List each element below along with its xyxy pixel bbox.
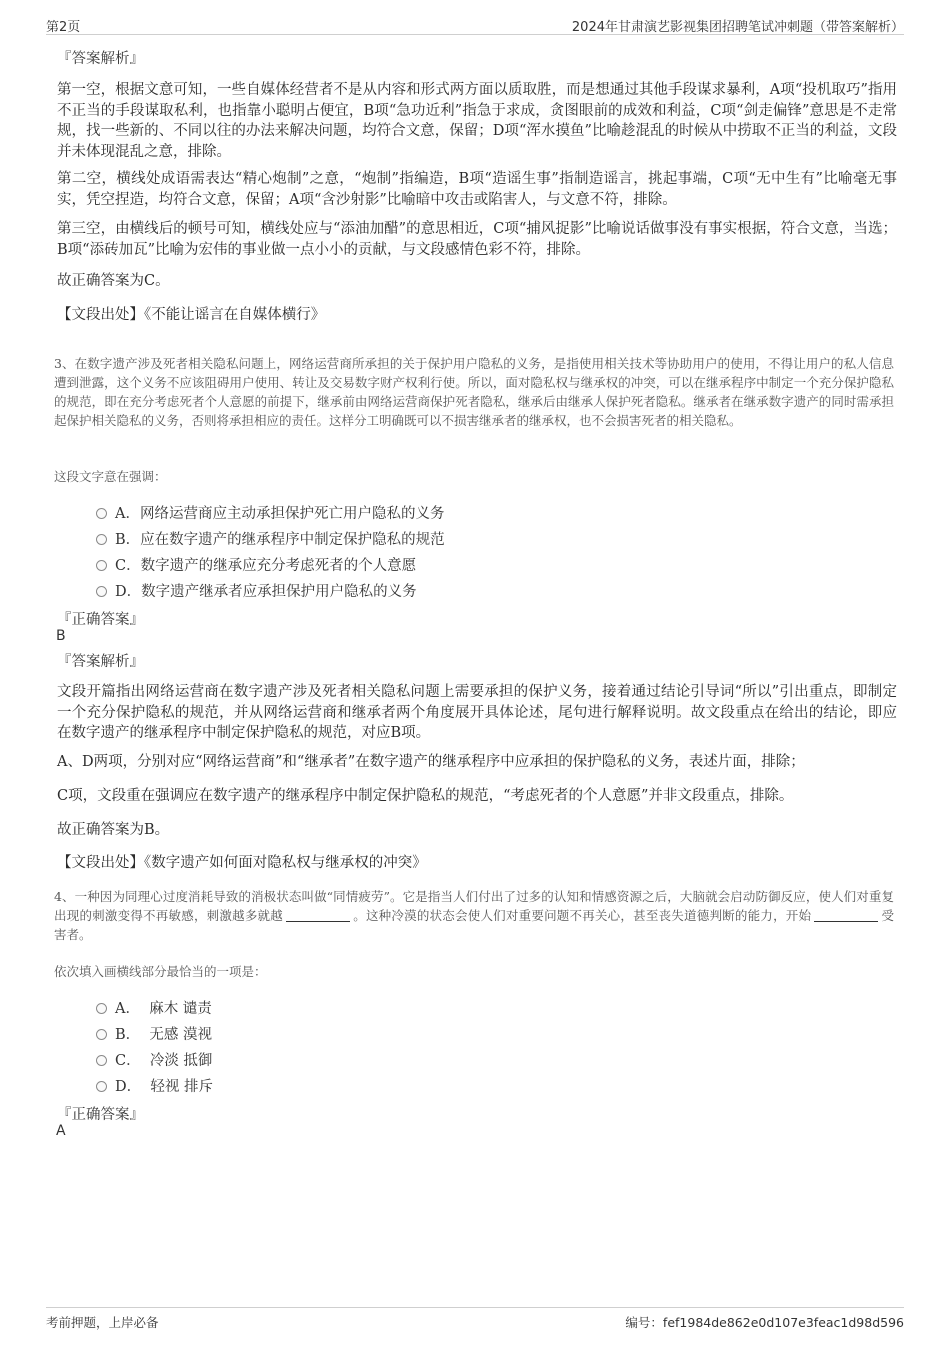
q2-analysis-p3: 第三空，由横线后的顿号可知，横线处应与“添油加醋”的意思相近，C项“捕风捉影”比喻说话做事没有事实根据，符合文意，当选；B项“添砖加瓦”比喻为宏伟的事业做一点小小的贡献，与文段感情色彩不符，排除。 (57, 221, 897, 258)
q3-option-c[interactable]: C．数字遗产的继承应充分考虑死者的个人意愿 (96, 554, 416, 575)
radio-icon[interactable] (96, 508, 107, 519)
q3-analysis-p2: A、D两项，分别对应“网络运营商”和“继承者”在数字遗产的继承程序中应承担的保护隐私的义务，表述片面，排除； (57, 754, 805, 770)
q3-question-text: 3、在数字遗产涉及死者相关隐私问题上，网络运营商所承担的关于保护用户隐私的义务，是指使用相关技术等协助用户的使用，不得让用户的私人信息遭到泄露，这个义务不应该阻碍用户使用、转让及交易数字财产权利行使。所以，面对隐私权与继承权的冲突，可以在继承程序中制定一个充分保护隐私的规范，即在充分考虑死者个人意愿的前提下，继承前由网络运营商保护死者隐私，继承后由继承人保护死者隐私。继承者在继承数字遗产的同时需承担起保护相关隐私的义务，否则将承担相应的责任。这样分工明确既可以不损害继承者的继承权，也不会损害死者的相关隐私。 (54, 356, 894, 428)
q3-option-d[interactable]: D．数字遗产继承者应承担保护用户隐私的义务 (96, 580, 417, 601)
footer-slogan: 考前押题，上岸必备 (46, 1315, 159, 1330)
q3-option-a[interactable]: A．网络运营商应主动承担保护死亡用户隐私的义务 (96, 502, 444, 523)
q2-conclusion: 故正确答案为C。 (57, 273, 170, 289)
document-title: 2024年甘肃演艺影视集团招聘笔试冲刺题（带答案解析） (571, 20, 904, 35)
page-number: 第2页 (46, 20, 81, 35)
q2-analysis-p1: 第一空，根据文意可知，一些自媒体经营者不是从内容和形式两方面以质取胜，而是想通过其他手段谋求暴利，A项“投机取巧”指用不正当的手段谋取私利，也指靠小聪明占便宜，B项“急功近利”指急于求成，贪图眼前的成效和利益，C项“剑走偏锋”意思是不走常规，找一些新的、不同以往的办法来解决问题，均符合文意，保留；D项“浑水摸鱼”比喻趁混乱的时候从中捞取不正当的利益，文段并未体现混乱之意，排除。 (57, 82, 897, 160)
radio-icon[interactable] (96, 534, 107, 545)
radio-icon[interactable] (96, 1081, 107, 1092)
q4-prompt: 依次填入画横线部分最恰当的一项是： (54, 964, 267, 979)
q3-option-b[interactable]: B．应在数字遗产的继承程序中制定保护隐私的规范 (96, 528, 445, 549)
q2-analysis-label: 『答案解析』 (57, 51, 144, 67)
answer-blank-2 (814, 909, 878, 922)
q3-answer: B (56, 628, 66, 644)
q4-option-c[interactable]: C． 冷淡 抵御 (96, 1049, 212, 1070)
radio-icon[interactable] (96, 1029, 107, 1040)
q3-analysis-label: 『答案解析』 (57, 654, 144, 670)
q3-prompt: 这段文字意在强调： (54, 469, 167, 484)
radio-icon[interactable] (96, 586, 107, 597)
q3-answer-label: 『正确答案』 (57, 612, 144, 628)
q2-analysis-p2: 第二空，横线处成语需表达“精心炮制”之意，“炮制”指编造，B项“造谣生事”指制造谣言，挑起事端，C项“无中生有”比喻毫无事实，凭空捏造，均符合文意，保留；A项“含沙射影”比喻暗中攻击或陷害人，与文意不符，排除。 (57, 171, 897, 208)
answer-blank-1 (286, 909, 350, 922)
q4-answer-label: 『正确答案』 (57, 1107, 144, 1123)
page-footer (46, 1307, 904, 1328)
q4-option-b[interactable]: B． 无感 漠视 (96, 1023, 212, 1044)
q3-analysis-p1: 文段开篇指出网络运营商在数字遗产涉及死者相关隐私问题上需要承担的保护义务，接着通过结论引导词“所以”引出重点，即制定一个充分保护隐私的规范，并从网络运营商和继承者两个角度展开具体论述，尾句进行解释说明。故文段重点在给出的结论，即应在数字遗产的继承程序中制定保护隐私的规范，对应B项。 (57, 684, 897, 741)
radio-icon[interactable] (96, 1055, 107, 1066)
page-header (46, 14, 904, 35)
q3-source: 【文段出处】《数字遗产如何面对隐私权与继承权的冲突》 (57, 855, 427, 871)
q2-source: 【文段出处】《不能让谣言在自媒体横行》 (57, 307, 326, 323)
q3-analysis-p3: C项，文段重在强调应在数字遗产的继承程序中制定保护隐私的规范，“考虑死者的个人意愿”并非文段重点，排除。 (57, 788, 794, 804)
q4-option-a[interactable]: A． 麻木 谴责 (96, 997, 212, 1018)
radio-icon[interactable] (96, 560, 107, 571)
q4-answer: A (56, 1123, 66, 1139)
document-code: 编号：fef1984de862e0d107e3feac1d98d596 (625, 1315, 904, 1330)
q4-option-d[interactable]: D． 轻视 排斥 (96, 1075, 213, 1096)
q3-conclusion: 故正确答案为B。 (57, 822, 170, 838)
radio-icon[interactable] (96, 1003, 107, 1014)
q4-question-text: 4、一种因为同理心过度消耗导致的消极状态叫做“同情疲劳”。它是指当人们付出了过多的认知和情感资源之后，大脑就会启动防御反应，使人们对重复出现的刺激变得不再敏感，刺激越多就越 。这种冷漠的状态会使人们对重要问题不再关心，甚至丧失道德判断的能力，开始 受害者。 (54, 889, 894, 942)
